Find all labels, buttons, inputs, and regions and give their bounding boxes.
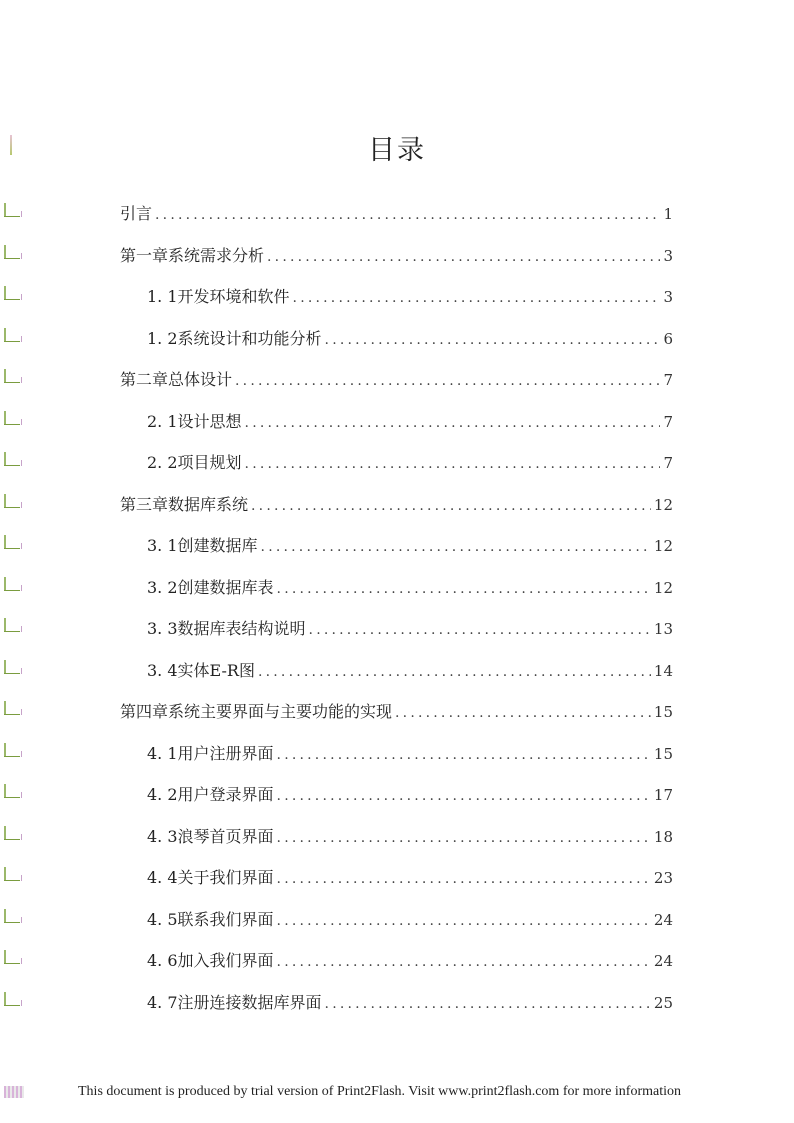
margin-marker-icon — [4, 701, 22, 717]
toc-row — [0, 566, 794, 608]
toc-entry-link[interactable] — [120, 201, 673, 224]
toc-page-number: 17 — [653, 786, 673, 805]
toc-row — [0, 856, 794, 898]
toc-row — [0, 732, 794, 774]
toc-entry-label: 1. 1开发环境和软件 — [147, 287, 290, 307]
toc-leader-dots — [309, 622, 651, 638]
toc-leader-dots — [251, 498, 651, 514]
toc-entry-label: 4. 4关于我们界面 — [147, 868, 274, 888]
margin-marker-icon — [4, 328, 22, 344]
toc-leader-dots — [277, 581, 651, 597]
trial-watermark-footer — [0, 1082, 794, 1104]
watermark-icon — [4, 1086, 24, 1098]
toc-entry-link[interactable] — [147, 865, 673, 888]
toc-row — [0, 690, 794, 732]
margin-marker-icon — [4, 535, 22, 551]
toc-entry-label: 1. 2系统设计和功能分析 — [147, 328, 322, 348]
toc-row — [0, 898, 794, 940]
margin-marker-icon — [4, 660, 22, 676]
toc-row — [0, 358, 794, 400]
toc-leader-dots — [277, 913, 651, 929]
toc-page-number: 24 — [653, 952, 673, 971]
toc-leader-dots — [277, 954, 651, 970]
toc-leader-dots — [235, 373, 660, 389]
toc-row — [0, 524, 794, 566]
toc-page-number: 7 — [663, 371, 673, 390]
toc-leader-dots — [277, 871, 651, 887]
toc-page-number: 3 — [663, 246, 673, 265]
margin-marker-icon — [4, 784, 22, 800]
toc-leader-dots — [293, 290, 661, 306]
toc-entry-label: 4. 1用户注册界面 — [147, 743, 274, 763]
toc-entry-label: 4. 3浪琴首页界面 — [147, 826, 274, 846]
toc-entry-label: 3. 4实体E-R图 — [147, 660, 255, 680]
toc-page-number: 15 — [653, 744, 673, 763]
toc-entry-link[interactable] — [147, 616, 673, 639]
toc-row — [0, 773, 794, 815]
toc-entry-label: 3. 3数据库表结构说明 — [147, 619, 306, 639]
toc-page-number: 13 — [653, 620, 673, 639]
toc-entry-label: 第二章总体设计 — [120, 370, 233, 390]
toc-entry-link[interactable] — [147, 824, 673, 847]
margin-marker-icon — [4, 909, 22, 925]
margin-marker-icon — [4, 245, 22, 261]
toc-leader-dots — [155, 207, 660, 223]
toc-entry-link[interactable] — [147, 575, 673, 598]
toc-page-number: 3 — [663, 288, 673, 307]
toc-entry-link[interactable] — [147, 990, 673, 1013]
toc-leader-dots — [261, 539, 651, 555]
toc-row — [0, 649, 794, 691]
margin-marker-icon — [4, 950, 22, 966]
margin-marker-icon — [4, 452, 22, 468]
margin-marker-icon — [4, 826, 22, 842]
margin-marker-icon — [4, 286, 22, 302]
toc-row — [0, 400, 794, 442]
toc-entry-link[interactable] — [147, 948, 673, 971]
toc-entry-link[interactable] — [147, 284, 673, 307]
toc-page-number: 12 — [653, 578, 673, 597]
toc-leader-dots — [267, 249, 660, 265]
toc-row — [0, 815, 794, 857]
toc-leader-dots — [245, 415, 661, 431]
toc-entry-link[interactable] — [120, 243, 673, 266]
toc-page-number: 6 — [663, 329, 673, 348]
toc-page-number: 7 — [663, 412, 673, 431]
toc-entry-label: 引言 — [120, 204, 153, 224]
toc-entry-link[interactable] — [147, 658, 673, 681]
toc-row — [0, 607, 794, 649]
toc-page-number: 12 — [653, 495, 673, 514]
footer-text: This document is produced by trial version of Print2Flash. Visit www.print2flash.com for more information — [78, 1084, 682, 1099]
margin-marker-icon — [4, 411, 22, 427]
margin-marker-icon — [4, 369, 22, 385]
margin-marker-icon — [4, 992, 22, 1008]
toc-entry-link[interactable] — [147, 326, 673, 349]
toc-entry-link[interactable] — [147, 741, 673, 764]
toc-entry-label: 4. 7注册连接数据库界面 — [147, 992, 322, 1012]
toc-entry-label: 4. 2用户登录界面 — [147, 785, 274, 805]
toc-page-number: 23 — [653, 869, 673, 888]
toc-entry-link[interactable] — [147, 409, 673, 432]
margin-marker-icon — [4, 203, 22, 219]
toc-page-number: 15 — [653, 703, 673, 722]
toc-row — [0, 981, 794, 1023]
margin-marker-icon — [4, 867, 22, 883]
toc-leader-dots — [325, 332, 661, 348]
toc-entry-link[interactable] — [147, 450, 673, 473]
margin-marker-icon — [4, 494, 22, 510]
page-title: 目录 — [368, 135, 426, 166]
toc-leader-dots — [395, 705, 651, 721]
toc-page-number: 7 — [663, 454, 673, 473]
toc-entry-link[interactable] — [120, 367, 673, 390]
toc-entry-label: 4. 5联系我们界面 — [147, 909, 274, 929]
toc-page-number: 1 — [663, 205, 673, 224]
toc-entry-label: 第四章系统主要界面与主要功能的实现 — [120, 702, 393, 722]
toc-row — [0, 483, 794, 525]
margin-marker-icon — [4, 743, 22, 759]
toc-leader-dots — [245, 456, 661, 472]
toc-leader-dots — [277, 788, 651, 804]
toc-leader-dots — [325, 996, 651, 1012]
margin-marker-icon — [4, 577, 22, 593]
margin-marker-icon — [4, 618, 22, 634]
toc-entry-link[interactable] — [120, 492, 673, 515]
toc-page-number: 14 — [653, 661, 673, 680]
toc-leader-dots — [277, 830, 651, 846]
toc-row — [0, 939, 794, 981]
toc-page-number: 25 — [653, 993, 673, 1012]
toc-page-number: 18 — [653, 827, 673, 846]
toc-row — [0, 275, 794, 317]
toc-entry-link[interactable] — [147, 907, 673, 930]
toc-page-number: 24 — [653, 910, 673, 929]
toc-row — [0, 192, 794, 234]
toc-row — [0, 317, 794, 359]
table-of-contents — [0, 192, 794, 1022]
toc-leader-dots — [277, 747, 651, 763]
toc-entry-label: 4. 6加入我们界面 — [147, 951, 274, 971]
toc-entry-link[interactable] — [147, 533, 673, 556]
toc-row — [0, 441, 794, 483]
toc-entry-label: 2. 1设计思想 — [147, 411, 242, 431]
toc-entry-link[interactable] — [147, 782, 673, 805]
toc-entry-label: 第三章数据库系统 — [120, 494, 249, 514]
toc-entry-label: 第一章系统需求分析 — [120, 245, 265, 265]
toc-entry-label: 3. 2创建数据库表 — [147, 577, 274, 597]
toc-leader-dots — [258, 664, 651, 680]
toc-entry-label: 2. 2项目规划 — [147, 453, 242, 473]
toc-entry-link[interactable] — [120, 699, 673, 722]
toc-entry-label: 3. 1创建数据库 — [147, 536, 258, 556]
toc-page-number: 12 — [653, 537, 673, 556]
toc-row — [0, 234, 794, 276]
